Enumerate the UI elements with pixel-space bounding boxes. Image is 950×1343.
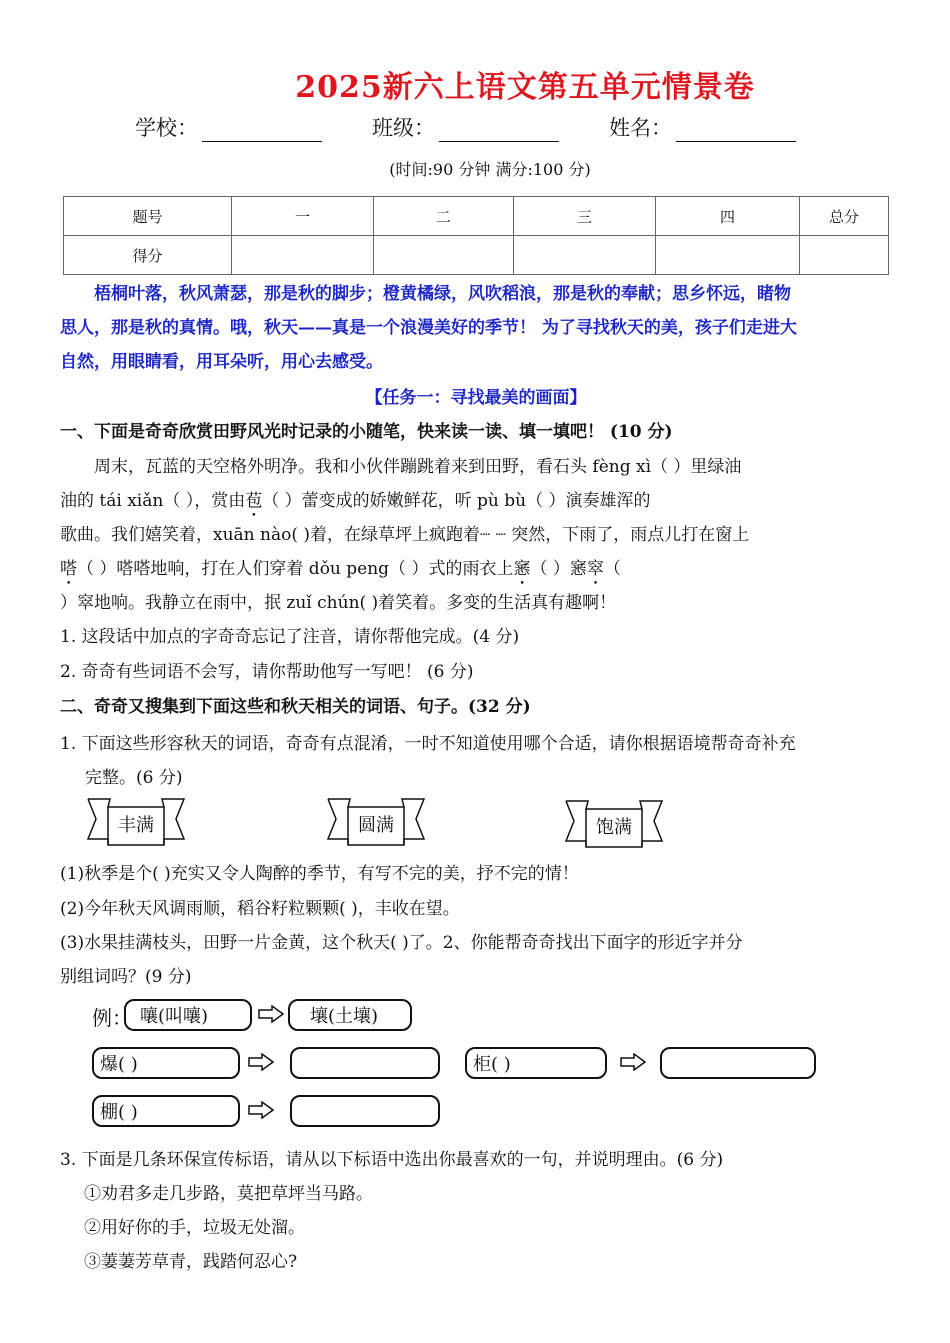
passage-line-2	[60, 484, 892, 521]
dotted-char: 嗒	[60, 559, 77, 579]
banner-word: 圆满	[358, 815, 394, 836]
sentence-3-line-2: 别组词吗？(9 分)	[60, 967, 192, 987]
answer-box-gui[interactable]	[660, 1047, 816, 1079]
passage-text: （ ）嗒嗒地响，打在人们穿着 dǒu peng（ ）式的雨衣上	[77, 559, 514, 579]
score-cell: 总分	[800, 197, 889, 236]
char-box-peng[interactable]: 棚( )	[92, 1095, 240, 1127]
score-cell: 得分	[64, 236, 232, 275]
slogan-2: ②用好你的手，垃圾无处溜。	[84, 1218, 305, 1238]
question-2-1-line-1: 1. 下面这些形容秋天的词语，奇奇有点混淆，一时不知道使用哪个合适，请你根据语境帮奇奇补充	[60, 734, 796, 754]
class-blank[interactable]	[439, 117, 559, 142]
intro-line-2: 思人，那是秋的真情。哦，秋天——真是一个浪漫美好的季节！ 为了寻找秋天的美，孩子们走进大	[60, 318, 797, 338]
school-blank[interactable]	[202, 117, 322, 142]
arrow-right-icon	[620, 1053, 646, 1071]
passage-text: 油的 tái xiǎn（ ），赏由	[60, 491, 246, 511]
banner-word: 丰满	[118, 815, 154, 836]
word-banner	[86, 797, 186, 851]
section2-heading: 二、奇奇又搜集到下面这些和秋天相关的词语、句子。(32 分)	[60, 697, 531, 717]
name-blank[interactable]	[676, 117, 796, 142]
passage-line-4	[60, 552, 892, 589]
time-note: (时间:90 分钟 满分:100 分)	[389, 160, 591, 179]
score-cell: 题号	[64, 197, 232, 236]
example-similar-box: 壤(土壤)	[288, 999, 412, 1031]
intro-line-1: 梧桐叶落，秋风萧瑟，那是秋的脚步；橙黄橘绿，风吹稻浪，那是秋的奉献；思乡怀远，睹物	[94, 284, 791, 304]
school-label: 学校：	[135, 116, 198, 140]
passage-line-3: 歌曲。我们嬉笑着，xuān nào( )着，在绿草坪上疯跑着┈ ┈ 突然，下雨了，雨点儿打在窗上	[60, 525, 750, 545]
question-2-3: 3. 下面是几条环保宣传标语，请从以下标语中选出你最喜欢的一句，并说明理由。(6 分)	[60, 1150, 724, 1170]
section1-heading: 一、下面是奇奇欣赏田野风光时记录的小随笔，快来读一读、填一填吧！ (10 分)	[60, 422, 673, 442]
score-cell: 一	[232, 197, 374, 236]
dotted-char: 窸	[513, 559, 531, 579]
score-input-cell[interactable]	[514, 236, 656, 275]
example-char-box: 嚷(叫嚷)	[124, 999, 252, 1031]
name-field[interactable]	[609, 112, 796, 142]
sentence-1: (1)秋季是个( )充实又令人陶醉的季节，有写不完的美，抒不完的情！	[60, 864, 579, 884]
student-info-row	[135, 112, 796, 142]
score-input-cell[interactable]	[374, 236, 514, 275]
score-table-score-row	[64, 236, 889, 275]
question-2-1-line-2: 完整。(6 分)	[85, 768, 183, 788]
task1-heading: 【任务一：寻找最美的画面】	[365, 388, 587, 408]
passage-text: （	[603, 559, 621, 579]
char-box-gui[interactable]: 柜( )	[465, 1047, 607, 1079]
word-banner	[326, 797, 426, 851]
passage-text: （ ）窸	[530, 559, 587, 579]
class-label: 班级：	[372, 116, 435, 140]
answer-box-peng[interactable]	[290, 1095, 440, 1127]
score-input-cell[interactable]	[232, 236, 374, 275]
class-field[interactable]	[372, 112, 559, 142]
question-1-2: 2. 奇奇有些词语不会写，请你帮助他写一写吧！ (6 分)	[60, 662, 474, 682]
score-cell: 三	[514, 197, 656, 236]
sentence-2: (2)今年秋天风调雨顺，稻谷籽粒颗颗( )，丰收在望。	[60, 899, 460, 919]
passage-line-1: 周末，瓦蓝的天空格外明净。我和小伙伴蹦跳着来到田野，看石头 fèng xì（ ）里绿油	[94, 457, 742, 477]
score-table-header-row	[64, 197, 889, 236]
intro-line-3: 自然，用眼睛看，用耳朵听，用心去感受。	[60, 352, 383, 372]
arrow-right-icon	[258, 1005, 284, 1023]
page-title: 2025新六上语文第五单元情景卷	[295, 70, 755, 105]
slogan-1: ①劝君多走几步路，莫把草坪当马路。	[84, 1184, 373, 1204]
dotted-char: 窣	[586, 559, 604, 579]
char-box-bao[interactable]: 爆( )	[92, 1047, 240, 1079]
score-table	[63, 196, 889, 275]
word-banner	[564, 799, 664, 853]
school-field[interactable]	[135, 112, 322, 142]
passage-line-5: ）窣地响。我静立在雨中，抿 zuǐ chún( )着笑着。多变的生活真有趣啊！	[60, 593, 617, 613]
passage-text: （ ）蕾变成的娇嫩鲜花，听 pù bù（ ）演奏雄浑的	[262, 491, 651, 511]
arrow-right-icon	[248, 1053, 274, 1071]
slogan-3: ③萋萋芳草青，践踏何忍心?	[84, 1252, 298, 1272]
score-input-cell[interactable]	[656, 236, 800, 275]
score-cell: 二	[374, 197, 514, 236]
dotted-char: 苞	[245, 491, 263, 511]
arrow-right-icon	[248, 1101, 274, 1119]
score-input-cell[interactable]	[800, 236, 889, 275]
question-1-1: 1. 这段话中加点的字奇奇忘记了注音，请你帮他完成。(4 分)	[60, 627, 520, 647]
sentence-3-line-1: (3)水果挂满枝头，田野一片金黄，这个秋天( )了。2、你能帮奇奇找出下面字的形近字并分	[60, 933, 743, 953]
banner-word: 饱满	[596, 817, 632, 838]
score-cell: 四	[656, 197, 800, 236]
example-label: 例：	[92, 1006, 132, 1030]
answer-box-bao[interactable]	[290, 1047, 440, 1079]
name-label: 姓名：	[609, 116, 672, 140]
